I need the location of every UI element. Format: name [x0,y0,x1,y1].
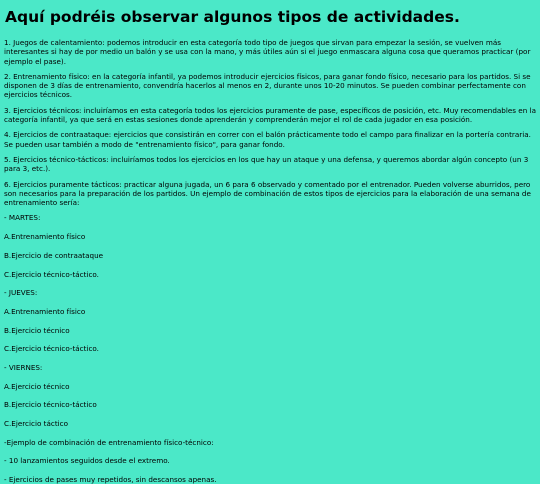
list-item: - Ejercicios de pases muy repetidos, sin descansos apenas. [4,475,217,484]
day-heading-tuesday: - MARTES: [4,213,41,223]
list-item: C.Ejercicio técnico-táctico. [4,269,99,279]
week-schedule [4,213,536,484]
paragraph-tactical: 6. Ejercicios puramente tácticos: practicar alguna jugada, un 6 para 6 observado y comentado por el entrenador. Pueden volverse aburridos, pero son necesarios para la preparación de los partidos. Un ejemplo de combinación de estos tipos de ejercicios para la elaboración de una semana de entrenamiento sería: [4,179,531,208]
list-item: C.Ejercicio táctico [4,419,68,429]
paragraph-technical: 3. Ejercicios técnicos: incluiríamos en esta categoría todos los ejercicios puramente de pase, específicos de posición, etc. Muy recomendables en la categoría infantil, ya que será en estas sesiones donde aprenderán y comprenderán mejor el rol de cada jugador en esa posición. [4,105,536,125]
list-item: B.Ejercicio técnico-táctico [4,400,97,410]
activity-descriptions [4,38,536,207]
list-item: A.Ejercicio técnico [4,381,70,391]
list-item: B.Ejercicio técnico [4,325,70,335]
list-item: B.Ejercicio de contraataque [4,250,104,260]
list-item: - 10 lanzamientos seguidos desde el extremo. [4,456,170,466]
day-heading-thursday: - JUEVES: [4,288,38,298]
page-title: Aquí podréis observar algunos tipos de actividades. [5,8,460,26]
list-item: C.Ejercicio técnico-táctico. [4,344,99,354]
paragraph-warmup: 1. Juegos de calentamiento: podemos introducir en esta categoría todo tipo de juegos que sirvan para empezar la sesión, se vuelven más interesantes si hay de por medio un balón y se usa con la mano, y más útiles aún si el juego enmascara alguna cosa que queramos practicar (por ejemplo el pase). [4,38,531,66]
paragraph-counterattack: 4. Ejercicios de contraataque: ejercicios que consistirán en correr con el balón prácticamente todo el campo para finalizar en la portería contraria. Se pueden usar también a modo de "entrenamiento físico", para ganar fondo. [4,130,531,149]
day-heading-friday: - VIERNES: [4,362,43,372]
list-item: A.Entrenamiento físico [4,306,86,316]
example-heading: -Ejemplo de combinación de entrenamiento físico-técnico: [4,437,214,447]
list-item: A.Entrenamiento físico [4,232,86,242]
paragraph-physical-training: 2. Entrenamiento físico: en la categoría infantil, ya podemos introducir ejercicios físicos, para ganar fondo físico, necesario para los partidos. Si se disponen de 3 días de entrenamiento, convendría hacerlos al menos en 2, durante unos 10-20 minutos. Se pueden combinar perfectamente con ejercicios técnicos. [4,71,531,100]
paragraph-technical-tactical: 5. Ejercicios técnico-tácticos: incluiríamos todos los ejercicios en los que hay un ataque y una defensa, y queremos abordar algún concepto (un 3 para 3, etc.). [4,154,529,174]
